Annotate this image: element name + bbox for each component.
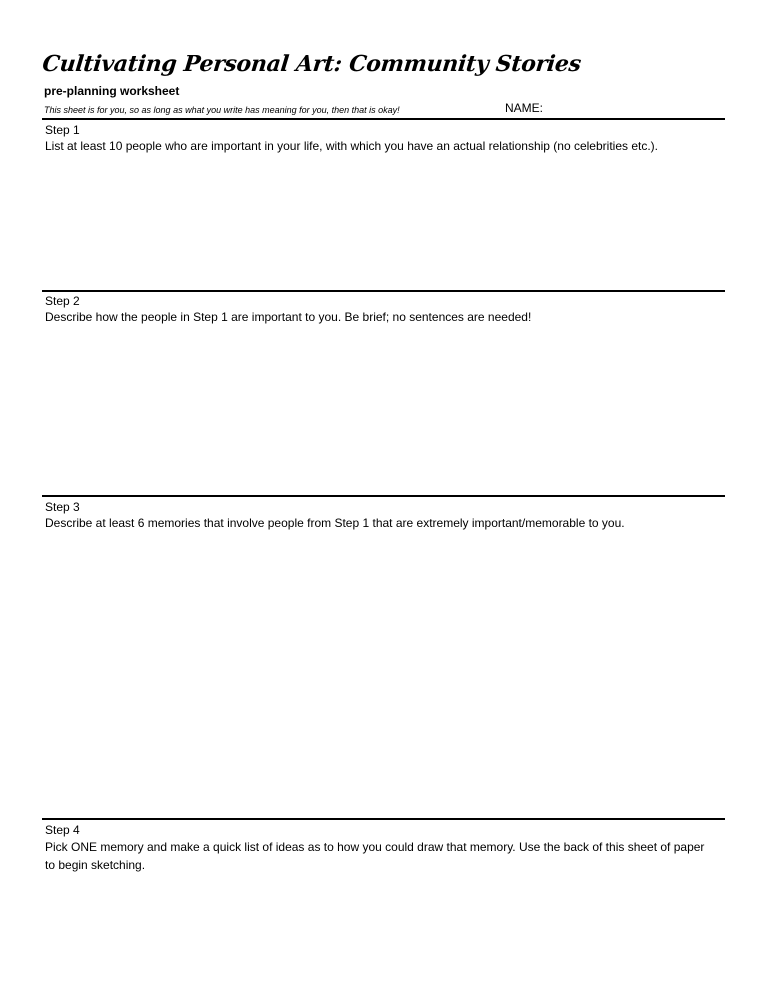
step-3-instructions: Describe at least 6 memories that involve people from Step 1 that are extremely important/memorable to you. [45, 516, 625, 530]
step-1-instructions: List at least 10 people who are important in your life, with which you have an actual relationship (no celebrities etc.). [45, 139, 658, 153]
worksheet-title: Cultivating Personal Art: Community Stories [41, 51, 583, 77]
step-3-title: Step 3 [45, 500, 80, 514]
section-divider [42, 290, 725, 292]
section-divider [42, 495, 725, 497]
worksheet-note: This sheet is for you, so as long as what you write has meaning for you, then that is okay! [44, 105, 400, 115]
step-1-title: Step 1 [45, 123, 80, 137]
step-2-title: Step 2 [45, 294, 80, 308]
step-2-instructions: Describe how the people in Step 1 are important to you. Be brief; no sentences are needed! [45, 310, 532, 324]
worksheet-subtitle: pre-planning worksheet [44, 84, 180, 98]
step-4-instructions: Pick ONE memory and make a quick list of ideas as to how you could draw that memory. Use the back of this sheet of paper to begin sketching. [45, 840, 705, 872]
step-4-title: Step 4 [45, 823, 80, 837]
section-divider [42, 118, 725, 120]
name-label: NAME: [505, 101, 544, 115]
section-divider [42, 818, 725, 820]
